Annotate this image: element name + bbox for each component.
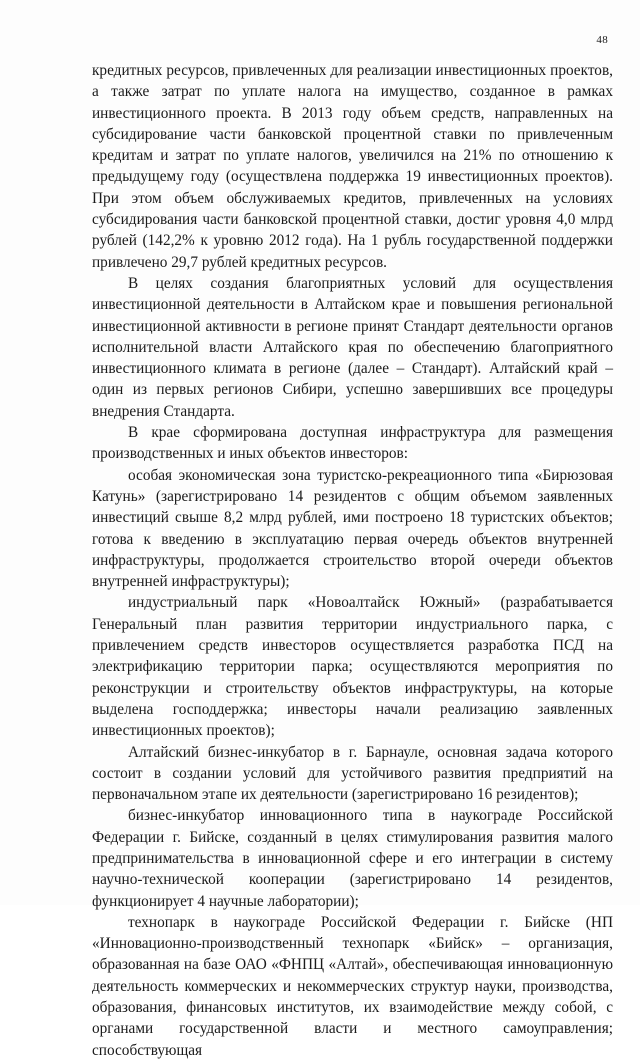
page-number: 48	[596, 34, 608, 46]
paragraph-technopark-biysk: технопарк в наукограде Российской Федерации г. Бийске (НП «Инновационно-производственный технопарк «Бийск» – организация, образованная на базе ОАО «ФНПЦ «Алтай», обеспечивающая инновационную деятельность коммерческих и некоммерческих структур науки, производства, образования, финансовых институтов, их взаимодействие между собой, с органами государственной власти и местного самоуправления; способствующая	[92, 913, 613, 1059]
paragraph-investment-standard: В целях создания благоприятных условий для осуществления инвестиционной деятельности в Алтайском крае и повышения региональной инвестиционной активности в регионе принят Стандарт деятельности органов исполнительной власти Алтайского края по обеспечению благоприятного инвестиционного климата в регионе (далее – Стандарт). Алтайский край – один из первых регионов Сибири, успешно завершивших все процедуры внедрения Стандарта.	[92, 274, 613, 420]
paragraph-industrial-park: индустриальный парк «Новоалтайск Южный» (разрабатывается Генеральный план развития территории индустриального парка, с привлечением средств инвесторов осуществляется разработка ПСД на электрификацию территории парка; осуществляются мероприятия по реконструкции и строительству объектов инфраструктуры, на которые выделена господдержка; инвесторы начали реализацию заявленных инвестиционных проектов);	[92, 594, 613, 740]
paragraph-special-economic-zone: особая экономическая зона туристско-рекреационного типа «Бирюзовая Катунь» (зарегистрировано 14 резидентов с общим объемом заявленных инвестиций свыше 8,2 млрд рублей, ими построено 18 туристских объектов; готова к введению в эксплуатацию первая очередь объектов внутренней инфраструктуры, продолжается строительство второй очереди объектов внутренней инфраструктуры);	[92, 466, 613, 591]
paragraph-business-incubator-barnaul: Алтайский бизнес-инкубатор в г. Барнауле, основная задача которого состоит в создании условий для устойчивого развития предприятий на первоначальном этапе их деятельности (зарегистрировано 16 резидентов);	[92, 743, 613, 804]
paragraph-credit-subsidies: кредитных ресурсов, привлеченных для реализации инвестиционных проектов, а также затрат по уплате налога на имущество, созданное в рамках инвестиционного проекта. В 2013 году объем средств, направленных на субсидирование части банковской процентной ставки по привлеченным кредитам и затрат по уплате налогов, увеличился на 21% по отношению к предыдущему году (осуществлена поддержка 19 инвестиционных проектов). При этом объем обслуживаемых кредитов, привлеченных на условиях субсидирования части банковской процентной ставки, достиг уровня 4,0 млрд рублей (142,2% к уровню 2012 года). На 1 рубль государственной поддержки привлечено 29,7 рублей кредитных ресурсов.	[92, 62, 613, 271]
paragraph-infrastructure-intro: В крае сформирована доступная инфраструктура для размещения производственных и иных объектов инвесторов:	[92, 424, 613, 463]
paragraph-business-incubator-biysk: бизнес-инкубатор инновационного типа в наукограде Российской Федерации г. Бийске, созданный в целях стимулирования развития малого предпринимательства в инновационной сфере и его интеграции в систему научно-технической кооперации (зарегистрировано 14 резидентов, функционирует 4 научные лаборатории);	[92, 807, 613, 910]
body-text	[92, 60, 613, 1061]
